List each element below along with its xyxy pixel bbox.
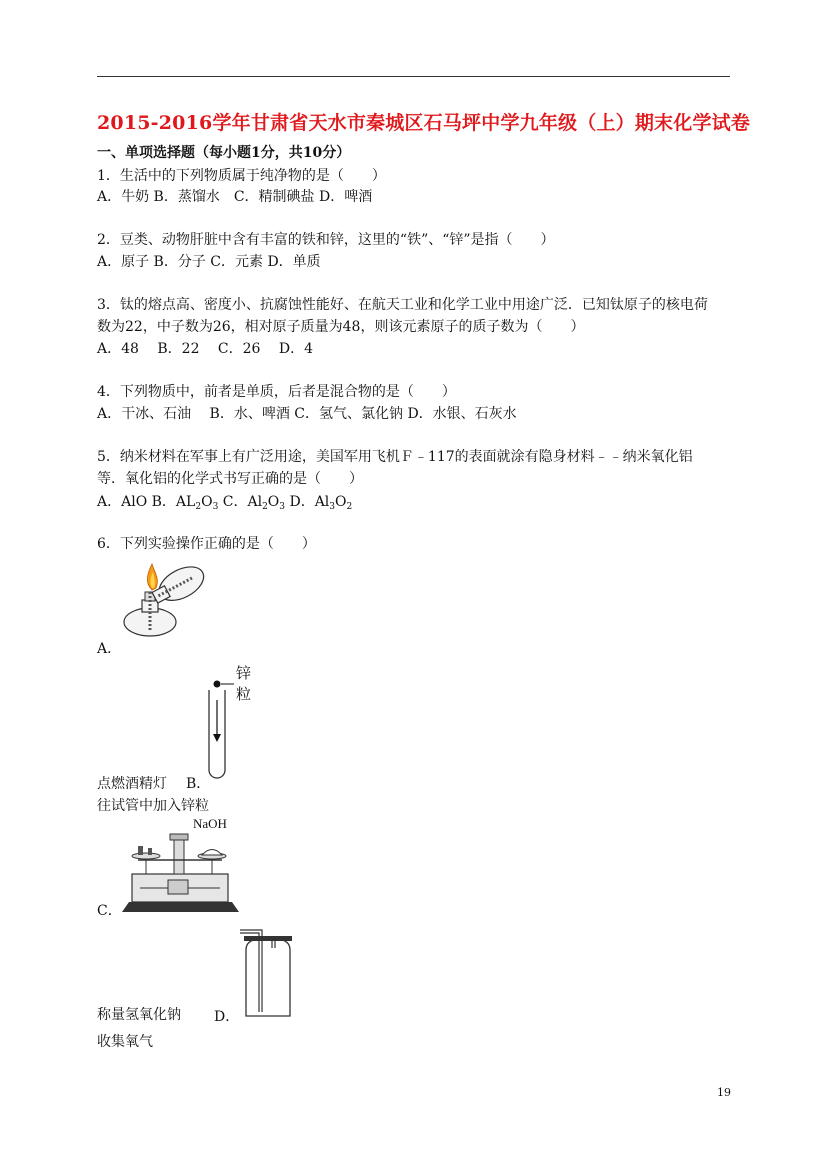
gas-bottle-figure <box>232 928 298 1020</box>
header-rule <box>97 76 730 77</box>
q3-options: A．48 B．22 C．26 D．4 <box>97 341 314 357</box>
q5-option-a: A．AlO <box>97 494 148 510</box>
q5-options <box>97 493 352 516</box>
q5-stem-line1: 5．纳米材料在军事上有广泛用途，美国军用飞机Ｆ﹣117的表面就涂有隐身材料﹣﹣纳米氧化铝 <box>97 449 693 465</box>
zinc-label-1: 锌 <box>236 664 252 682</box>
q6-option-d-caption: 收集氧气 <box>97 1034 153 1050</box>
section-heading: 一、单项选择题（每小题1分，共10分） <box>97 145 351 161</box>
q5-option-d: D．$Al_3O_2$ <box>289 494 353 512</box>
balance-figure <box>118 830 243 915</box>
q1-stem: 1．生活中的下列物质属于纯净物的是（ ） <box>97 168 386 184</box>
q6-option-b-letter: B． <box>186 776 211 792</box>
q5-stem-line2: 等．氧化铝的化学式书写正确的是（ ） <box>97 471 363 487</box>
q6-option-a-caption: 点燃酒精灯 <box>97 776 167 792</box>
q6-stem: 6．下列实验操作正确的是（ ） <box>97 536 316 552</box>
q5-option-b: B．$AL_2O_3$ <box>151 494 219 512</box>
page-title: 2015-2016学年甘肃省天水市秦城区石马坪中学九年级（上）期末化学试卷 <box>97 112 751 134</box>
q6-option-c-letter: C． <box>97 903 122 919</box>
q3-stem-line1: 3．钛的熔点高、密度小、抗腐蚀性能好、在航天工业和化学工业中用途广泛．已知钛原子的核电荷 <box>97 297 708 313</box>
zinc-label-2: 粒 <box>236 685 252 703</box>
alcohol-lamp-figure <box>118 560 214 640</box>
page-number: 19 <box>717 1086 731 1099</box>
q4-stem: 4．下列物质中，前者是单质，后者是混合物的是（ ） <box>97 384 456 400</box>
q4-options: A．干冰、石油 B．水、啤酒 C．氢气、氯化钠 D．水银、石灰水 <box>97 406 517 422</box>
q6-option-c-caption: 称量氢氧化钠 <box>97 1007 181 1023</box>
q6-option-d-letter: D． <box>214 1009 240 1025</box>
q3-stem-line2: 数为22，中子数为26，相对原子质量为48，则该元素原子的质子数为（ ） <box>97 319 585 335</box>
q2-stem: 2．豆类、动物肝脏中含有丰富的铁和锌，这里的“铁”、“锌”是指（ ） <box>97 232 555 248</box>
q6-option-a-letter: A． <box>97 641 122 657</box>
naoh-label: NaOH <box>193 816 227 831</box>
q5-option-c: C．$Al_2O_3$ <box>222 494 286 512</box>
q2-options: A．原子 B．分子 C．元素 D．单质 <box>97 254 321 270</box>
q6-option-b-caption: 往试管中加入锌粒 <box>97 798 209 814</box>
q1-options: A．牛奶 B．蒸馏水 C．精制碘盐 D．啤酒 <box>97 189 373 205</box>
